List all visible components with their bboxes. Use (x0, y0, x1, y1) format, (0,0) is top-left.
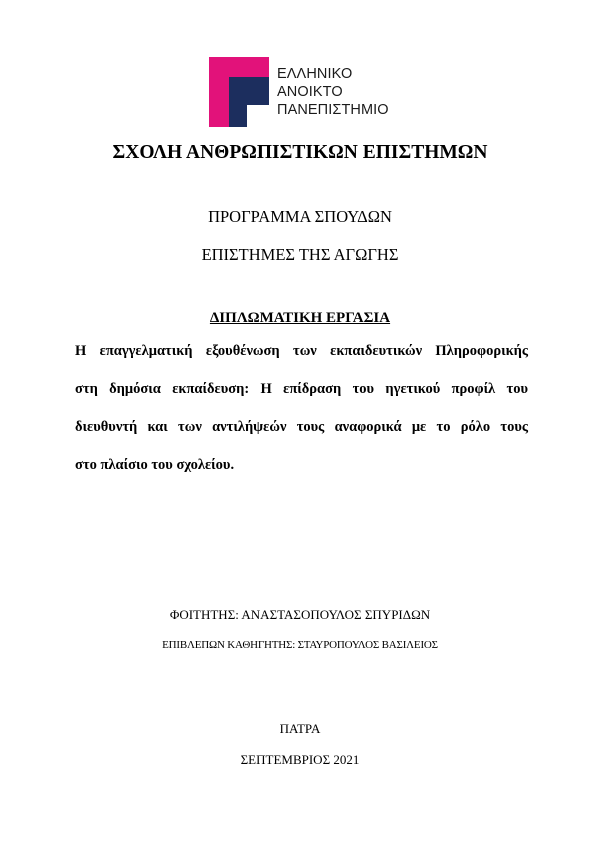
thesis-title-line: διευθυντή και των αντιλήψεών τους αναφορικά με το ρόλο τους (75, 419, 528, 435)
logo-line-2: ΑΝΟΙΚΤΟ (277, 84, 343, 100)
thesis-title-line: στη δημόσια εκπαίδευση: Η επίδραση του ηγετικού προφίλ του (75, 381, 528, 397)
university-logo-text (277, 65, 389, 119)
university-logo (207, 55, 397, 130)
city: ΠΑΤΡΑ (279, 721, 321, 736)
supervisor-name: ΕΠΙΒΛΕΠΩΝ ΚΑΘΗΓΗΤΗΣ: ΣΤΑΥΡΟΠΟΥΛΟΣ ΒΑΣΙΛΕΙΟΣ (162, 639, 438, 651)
thesis-title-line: στο πλαίσιο του σχολείου. (75, 457, 235, 473)
university-logo-mark-icon (207, 55, 277, 130)
program-label: ΠΡΟΓΡΑΜΜΑ ΣΠΟΥΔΩΝ (208, 207, 392, 226)
school-name: ΣΧΟΛΗ ΑΝΘΡΩΠΙΣΤΙΚΩΝ ΕΠΙΣΤΗΜΩΝ (112, 142, 488, 163)
logo-line-1: ΕΛΛΗΝΙΚΟ (277, 66, 353, 82)
thesis-title-line: Η επαγγελματική εξουθένωση των εκπαιδευτικών Πληροφορικής (75, 343, 528, 359)
logo-line-3: ΠΑΝΕΠΙΣΤΗΜΙΟ (277, 102, 389, 118)
field-of-study: ΕΠΙΣΤΗΜΕΣ ΤΗΣ ΑΓΩΓΗΣ (201, 245, 399, 264)
student-name: ΦΟΙΤΗΤΗΣ: ΑΝΑΣΤΑΣΟΠΟΥΛΟΣ ΣΠΥΡΙΔΩΝ (169, 607, 431, 622)
thesis-label: ΔΙΠΛΩΜΑΤΙΚΗ ΕΡΓΑΣΙΑ (209, 310, 391, 326)
submission-date: ΣΕΠΤΕΜΒΡΙΟΣ 2021 (240, 752, 360, 767)
